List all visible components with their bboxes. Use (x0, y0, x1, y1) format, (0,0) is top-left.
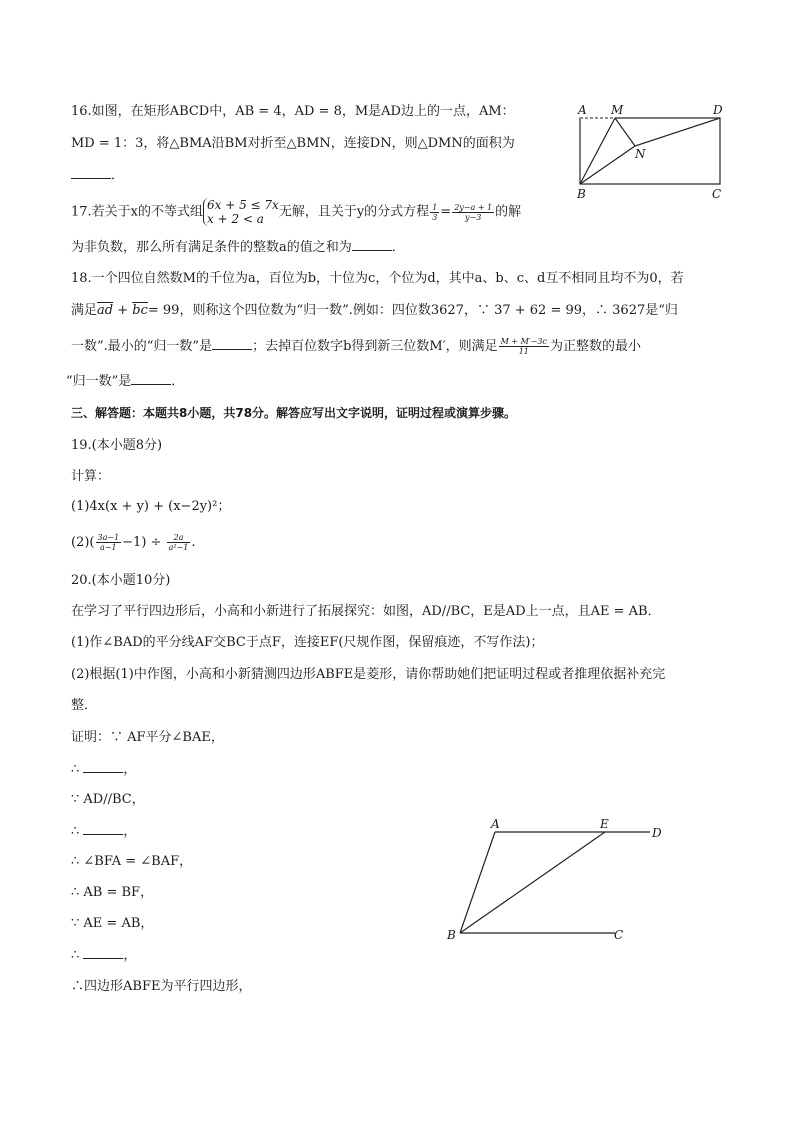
q19-part-2: (2)( $\frac{3a-1}{a-1}$ −1) ÷ $\frac{2a}{\text{a²−1}}$ . (71, 533, 196, 552)
section-3-heading: 三、解答题：本题共8小题，共78分。解答应写出文字说明，证明过程或演算步骤。 (71, 406, 517, 420)
proof-line-8: ∴ ， (71, 948, 137, 963)
inequality-1: 6x + 5 ≤ 7x (207, 198, 279, 212)
fraction-3a: $\frac{3a-1}{a-1}$ (97, 533, 120, 552)
fraction-rhs: $\frac{2y-a + 1}{y-3}$ (454, 202, 493, 222)
segment-mn (615, 118, 635, 146)
q17-line-1: 17.若关于x的不等式组 6x + 5 ≤ 7x x + 2 < a 无解，且关于y的分式方程 $\frac{1}{3}$ = $\frac{2y-a + 1}{y-3}$ 的解 (71, 198, 522, 226)
answer-blank[interactable] (71, 166, 111, 179)
answer-blank[interactable] (83, 760, 123, 773)
q18-line-4: “归一数”是 ． (66, 374, 185, 389)
inequality-2: x + 2 < a (207, 212, 264, 226)
proof-line-7: ∵ AE = AB， (71, 916, 154, 931)
label-a: A (491, 817, 500, 831)
segment-ab (460, 832, 495, 933)
label-b: B (577, 187, 586, 201)
q20-line-2: (1)作∠BAD的平分线AF交BC于点F，连接EF(尺规作图，保留痕迹，不写作法)； (71, 635, 544, 650)
answer-blank[interactable] (83, 822, 123, 835)
proof-line-1: 证明：∵ AF平分∠BAE， (71, 730, 224, 745)
q17-line-2: 为非负数，那么所有满足条件的整数a的值之和为 ． (71, 240, 405, 255)
label-n: N (635, 147, 646, 161)
q18-line-1: 18.一个四位自然数M的千位为a，百位为b，十位为c，个位为d，其中a、b、c、d互不相同且均不为0，若 (71, 271, 684, 286)
segment-bn (580, 146, 635, 184)
q20-line-3: (2)根据(1)中作图，小高和小新猜测四边形ABFE是菱形，请你帮助她们把证明过程或者推理依据补充完 (71, 667, 666, 682)
answer-blank[interactable] (352, 238, 392, 251)
overline-bc: $\overline{bc}$ (132, 303, 148, 318)
proof-line-3: ∵ AD//BC， (71, 792, 145, 807)
fraction-one-third: $\frac{1}{3}$ (432, 202, 438, 222)
overline-ad: $\overline{ad}$ (97, 303, 114, 318)
proof-line-5: ∴ ∠BFA = ∠BAF， (71, 854, 193, 869)
q17-pre: 17.若关于x的不等式组 (71, 204, 204, 220)
answer-blank[interactable] (131, 372, 171, 385)
q16-line-2: MD = 1：3，将△BMA沿BM对折至△BMN，连接DN，则△DMN的面积为 (71, 136, 515, 151)
answer-blank[interactable] (83, 946, 123, 959)
answer-blank[interactable] (212, 337, 252, 350)
q20-parallel-figure (440, 815, 670, 945)
label-d: D (652, 826, 662, 840)
inequality-system (203, 198, 279, 226)
q18-line-2: 满足$\overline{ad} + \overline{bc}= 99$，则称这个四位数为“归一数”.例如：四位数3627，∵ 37 + 62 = 99，∴ 3627是“归 (71, 303, 678, 318)
q20-line-1: 在学习了平行四边形后，小高和小新进行了拓展探究：如图，AD//BC，E是AD上一点，且AE = AB． (71, 604, 661, 619)
rectangle-abcd (580, 118, 720, 184)
q17-post: 的解 (495, 204, 522, 220)
q20-heading: 20.(本小题10分) (71, 573, 171, 588)
label-c: C (712, 187, 722, 201)
label-m: M (611, 103, 624, 117)
q19-part-1: (1)4x(x + y) + (x−2y)²； (71, 499, 231, 514)
label-d: D (713, 103, 723, 117)
label-b: B (447, 928, 456, 942)
q19-heading: 19.(本小题8分) (71, 438, 163, 453)
q16-line-1: 16.如图，在矩形ABCD中，AB = 4，AD = 8，M是AD边上的一点，AM： (71, 104, 515, 119)
label-c: C (614, 928, 624, 942)
fraction-m: $\frac{M + M'-3c}{11}$ (500, 337, 547, 356)
fraction-2a: $\frac{2a}{\text{a²−1}}$ (168, 533, 189, 552)
proof-line-2: ∴ ， (71, 762, 137, 777)
q19-calc: 计算： (71, 469, 111, 484)
segment-be (460, 832, 605, 933)
segment-nd (635, 118, 720, 146)
segment-bm (580, 118, 615, 184)
label-a: A (578, 103, 587, 117)
q16-line-3 (71, 166, 124, 185)
q20-line-4: 整． (71, 698, 98, 713)
q18-line-3: 一数”.最小的“归一数”是 ；去掉百位数字b得到新三位数M′，则满足 $\frac{M + M'-3c}{11}$ 为正整数的最小 (71, 337, 641, 356)
q16-rectangle-figure (575, 100, 730, 205)
q17-mid: 无解，且关于y的分式方程 (278, 204, 430, 220)
q16-tail: ． (111, 168, 125, 183)
proof-line-9: ∴四边形ABFE为平行四边形， (71, 979, 252, 994)
proof-line-4: ∴ ， (71, 824, 137, 839)
label-e: E (600, 817, 609, 831)
proof-line-6: ∴ AB = BF， (71, 885, 154, 900)
